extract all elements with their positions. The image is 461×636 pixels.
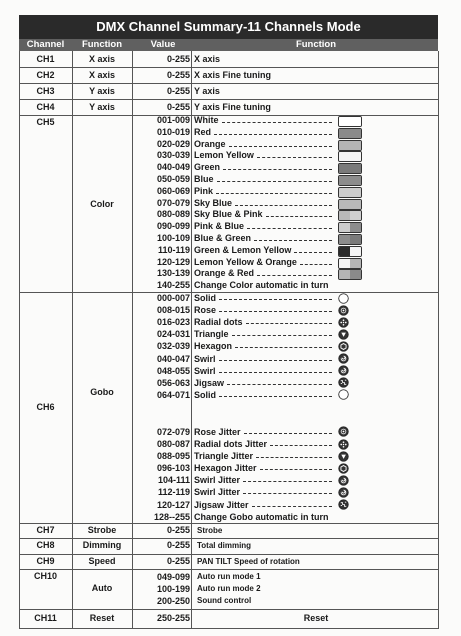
dmx-value-range: 070-079 — [156, 197, 190, 208]
dashed-leader — [235, 205, 332, 206]
dmx-value-range: 100-109 — [156, 233, 190, 243]
function-description: Solid — [194, 293, 216, 303]
swirl-gobo-icon — [338, 487, 349, 498]
dmx-value-range: 250-255 — [156, 613, 190, 624]
function-description: Jigsaw — [194, 377, 225, 388]
function-description: Sound control — [197, 596, 252, 606]
dmx-value-range: 110-119 — [157, 244, 190, 255]
dmx-value-range: 020-029 — [156, 138, 190, 149]
function-description: Red — [194, 126, 212, 137]
dashed-leader — [244, 433, 332, 434]
dmx-value-range: 080-089 — [156, 209, 190, 220]
color-swatch — [338, 222, 362, 233]
function-description: Y axis Fine tuning — [194, 102, 271, 112]
function-description: White — [194, 115, 219, 125]
dmx-value-range: 080-087 — [156, 439, 190, 449]
dashed-leader — [300, 264, 332, 265]
dashed-leader — [243, 493, 332, 494]
dashed-leader — [232, 335, 332, 336]
function-name: Speed — [88, 555, 116, 566]
function-description: Triangle — [194, 329, 229, 340]
dashed-leader — [257, 157, 332, 158]
dmx-value-range: 0-255 — [166, 540, 190, 551]
color-swatch — [338, 187, 362, 198]
color-swatch — [338, 199, 362, 210]
color-swatch — [338, 258, 362, 269]
function-description: Hexagon — [194, 341, 233, 352]
function-name: X axis — [88, 70, 116, 80]
function-description: Pink & Blue — [194, 221, 245, 232]
dmx-value-range: 040-049 — [156, 162, 190, 173]
dashed-leader — [229, 146, 332, 147]
function-description: Blue — [194, 174, 214, 184]
row-divider — [19, 628, 439, 629]
function-description: Rose — [194, 305, 217, 316]
dmx-value-range: 128--255 — [153, 511, 190, 522]
table-title: DMX Channel Summary-11 Channels Mode — [19, 15, 438, 39]
open-circle-icon — [338, 293, 349, 304]
color-segment — [350, 235, 361, 244]
dmx-value-range: 001-009 — [156, 115, 190, 125]
function-description: Orange & Red — [194, 268, 255, 279]
function-description: Radial dots Jitter — [194, 439, 268, 449]
channel-id: CH7 — [36, 524, 55, 535]
function-description: Green — [194, 162, 221, 173]
function-description: Auto run mode 2 — [197, 584, 261, 594]
color-swatch — [338, 128, 362, 139]
function-name: X axis — [88, 54, 116, 64]
color-segment — [350, 270, 361, 279]
function-description: X axis Fine tuning — [194, 70, 272, 80]
dmx-value-range: 056-063 — [156, 377, 190, 388]
open-circle-icon — [338, 389, 349, 400]
dashed-leader — [217, 181, 332, 182]
swirl-gobo-icon — [338, 475, 349, 486]
channel-id: CH6 — [36, 402, 55, 413]
dashed-leader — [294, 252, 332, 253]
dmx-value-range: 048-055 — [156, 365, 190, 376]
function-description: Blue & Green — [194, 233, 252, 243]
dmx-value-range: 060-069 — [156, 185, 190, 196]
dmx-value-range: 0-255 — [166, 70, 190, 80]
color-swatch — [338, 234, 362, 245]
color-swatch — [338, 175, 362, 186]
dmx-value-range: 120-127 — [156, 499, 190, 510]
dmx-value-range: 010-019 — [156, 126, 190, 137]
jigsaw-gobo-icon — [338, 377, 349, 388]
dashed-leader — [219, 372, 332, 373]
channel-id: CH8 — [36, 540, 55, 551]
dmx-value-range: 096-103 — [156, 463, 190, 474]
function-description: Strobe — [197, 525, 223, 535]
function-description: Hexagon Jitter — [194, 463, 257, 474]
dmx-value-range: 112-119 — [157, 487, 190, 498]
color-swatch — [338, 151, 362, 162]
dashed-leader — [257, 275, 332, 276]
row-divider — [19, 115, 438, 116]
header-value: Value — [150, 39, 176, 50]
triangle-gobo-icon — [338, 329, 349, 340]
dmx-value-range: 000-007 — [156, 293, 190, 303]
function-description: Lemon Yellow — [194, 150, 254, 161]
dashed-leader — [219, 311, 332, 312]
function-description: Swirl Jitter — [194, 475, 241, 486]
function-description: Triangle Jitter — [194, 451, 254, 462]
dmx-value-range: 088-095 — [156, 451, 190, 462]
function-description: Swirl — [194, 353, 216, 364]
dashed-leader — [243, 481, 332, 482]
function-description: X axis — [194, 54, 221, 64]
color-segment — [339, 259, 350, 268]
dashed-leader — [219, 299, 332, 300]
dmx-value-range: 032-039 — [156, 341, 190, 352]
color-segment — [339, 129, 361, 138]
function-description: PAN TILT Speed of rotation — [197, 556, 300, 566]
function-name: Y axis — [89, 86, 115, 96]
rose-gobo-icon — [338, 426, 349, 437]
header-channel: Channel — [26, 39, 65, 50]
triangle-gobo-icon — [338, 451, 349, 462]
hexagon-gobo-icon — [338, 463, 349, 474]
dmx-value-range: 090-099 — [156, 221, 190, 232]
channel-id: CH9 — [36, 555, 55, 566]
swirl-gobo-icon — [338, 353, 349, 364]
radial-dots-gobo-icon — [338, 439, 349, 450]
header-function-description: Function — [295, 39, 337, 50]
dmx-value-range: 140-255 — [156, 280, 190, 291]
function-name: Color — [90, 198, 114, 209]
function-description: Sky Blue & Pink — [194, 209, 263, 220]
dmx-value-range: 016-023 — [156, 317, 190, 328]
dashed-leader — [227, 384, 332, 385]
color-segment — [339, 188, 361, 197]
dmx-value-range: 120-129 — [156, 256, 190, 267]
row-divider — [19, 292, 438, 293]
color-segment — [350, 247, 361, 256]
function-description: Lemon Yellow & Orange — [194, 256, 297, 267]
table-right-border — [438, 51, 439, 628]
dmx-value-range: 050-059 — [156, 174, 190, 184]
color-segment — [339, 152, 361, 161]
dmx-value-range: 0-255 — [166, 86, 190, 96]
channel-id: CH3 — [36, 86, 55, 96]
function-description: Swirl — [194, 365, 216, 376]
dashed-leader — [256, 457, 332, 458]
function-name: Y axis — [89, 102, 115, 112]
color-segment — [339, 200, 361, 209]
function-name: Reset — [89, 613, 115, 624]
function-name: Auto — [91, 583, 113, 594]
color-swatch — [338, 269, 362, 280]
function-description: Orange — [194, 138, 226, 149]
channel-id: CH10 — [33, 571, 57, 582]
function-description: Swirl Jitter — [194, 487, 241, 498]
dmx-value-range: 064-071 — [156, 389, 190, 400]
rose-gobo-icon — [338, 305, 349, 316]
dashed-leader — [270, 445, 332, 446]
color-swatch — [338, 140, 362, 151]
function-description: Change Gobo automatic in turn — [194, 511, 329, 522]
dashed-leader — [219, 396, 332, 397]
color-swatch — [338, 116, 362, 127]
dashed-leader — [266, 216, 332, 217]
hexagon-gobo-icon — [338, 341, 349, 352]
color-segment — [339, 141, 361, 150]
color-segment — [339, 247, 350, 256]
function-description: Radial dots — [194, 317, 243, 328]
function-description: Total dimming — [197, 541, 252, 551]
dmx-value-range: 0-255 — [166, 524, 190, 535]
dmx-value-range: 100-199 — [156, 584, 190, 595]
color-segment — [350, 223, 361, 232]
function-description: Green & Lemon Yellow — [194, 244, 292, 255]
function-description: Solid — [194, 389, 216, 400]
dashed-leader — [219, 360, 332, 361]
dashed-leader — [223, 169, 332, 170]
color-swatch — [338, 163, 362, 174]
function-description: Change Color automatic in turn — [194, 280, 329, 291]
function-description: Y axis — [194, 86, 220, 96]
channel-id: CH1 — [36, 54, 55, 64]
dashed-leader — [247, 228, 332, 229]
header-function: Function — [81, 39, 123, 50]
function-description: Reset — [303, 613, 329, 624]
function-description: Pink — [194, 185, 214, 196]
function-description: Jigsaw Jitter — [194, 499, 249, 510]
dashed-leader — [216, 193, 332, 194]
function-description: Auto run mode 1 — [197, 572, 261, 582]
color-segment — [350, 211, 361, 220]
channel-id: CH5 — [36, 117, 55, 127]
dmx-value-range: 0-255 — [166, 555, 190, 566]
function-name: Gobo — [90, 387, 114, 398]
channel-id: CH4 — [36, 102, 55, 112]
color-segment — [350, 259, 361, 268]
color-swatch — [338, 210, 362, 221]
dmx-value-range: 104-111 — [157, 475, 190, 486]
color-segment — [339, 223, 350, 232]
dmx-value-range: 040-047 — [156, 353, 190, 364]
color-swatch — [338, 246, 362, 257]
dmx-value-range: 130-139 — [156, 268, 190, 279]
dashed-leader — [252, 506, 332, 507]
radial-dots-gobo-icon — [338, 317, 349, 328]
color-segment — [339, 270, 350, 279]
channel-id: CH2 — [36, 70, 55, 80]
dmx-value-range: 0-255 — [166, 54, 190, 64]
dashed-leader — [254, 240, 332, 241]
jigsaw-gobo-icon — [338, 499, 349, 510]
row-divider — [19, 569, 438, 570]
dashed-leader — [260, 469, 332, 470]
table-header-row — [19, 39, 438, 51]
dashed-leader — [214, 134, 332, 135]
dmx-value-range: 024-031 — [156, 329, 190, 340]
function-description: Sky Blue — [194, 197, 233, 208]
swirl-gobo-icon — [338, 365, 349, 376]
function-name: Dimming — [82, 540, 122, 551]
dmx-value-range: 072-079 — [156, 426, 190, 437]
function-name: Strobe — [87, 524, 117, 535]
color-segment — [339, 117, 361, 126]
dmx-value-range: 049-099 — [156, 572, 190, 583]
dmx-value-range: 030-039 — [156, 150, 190, 161]
color-segment — [339, 235, 350, 244]
color-segment — [339, 211, 350, 220]
column-divider — [191, 51, 192, 628]
color-segment — [339, 176, 361, 185]
dmx-value-range: 200-250 — [156, 596, 190, 607]
dashed-leader — [222, 122, 333, 123]
dashed-leader — [235, 347, 332, 348]
channel-id: CH11 — [34, 613, 57, 624]
function-description: Rose Jitter — [194, 426, 241, 437]
color-segment — [339, 164, 361, 173]
dmx-value-range: 008-015 — [156, 305, 190, 316]
dmx-value-range: 0-255 — [166, 102, 190, 112]
dashed-leader — [246, 323, 332, 324]
